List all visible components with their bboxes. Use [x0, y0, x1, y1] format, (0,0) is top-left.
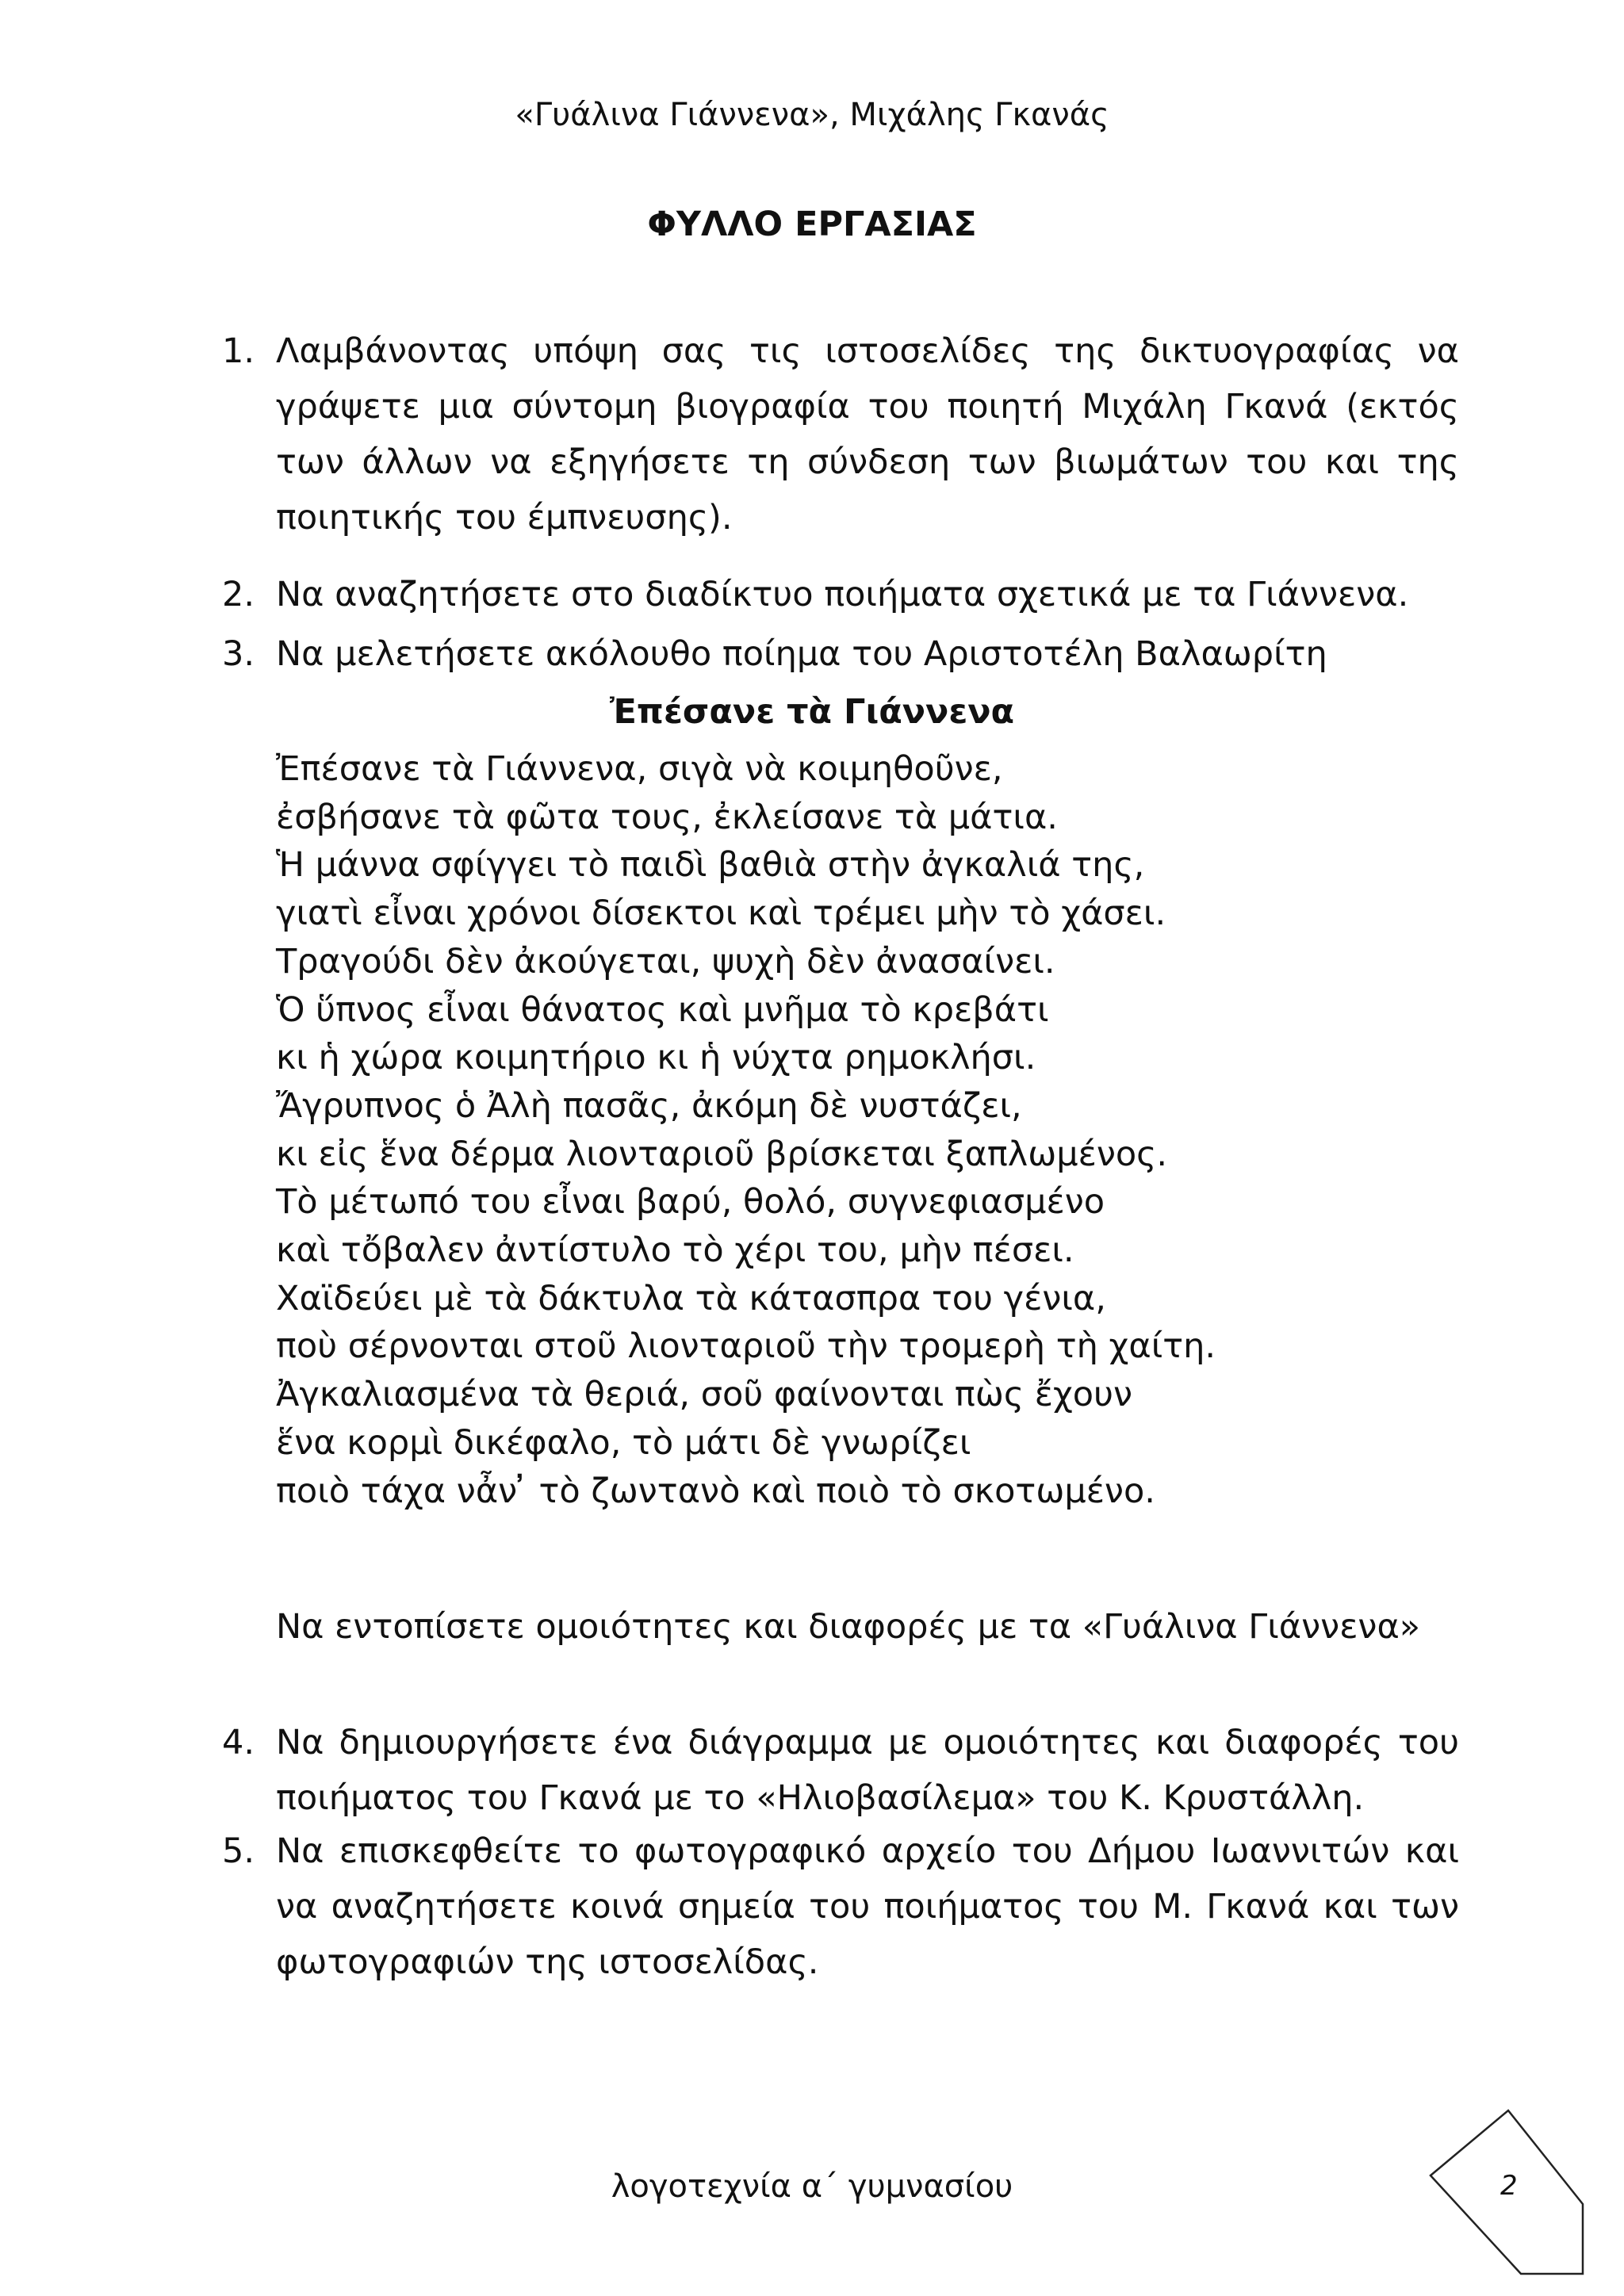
list-item-3: [222, 626, 1459, 682]
poem-line: Χαϊδεύει μὲ τὰ δάκτυλα τὰ κάτασπρα του γένια,: [276, 1278, 1106, 1318]
item-number: 5.: [222, 1831, 255, 1871]
item-text: Να αναζητήσετε στο διαδίκτυο ποιήματα σχετικά με τα Γιάννενα.: [276, 575, 1409, 614]
poem-title: Ἐπέσανε τὰ Γιάννενα: [609, 692, 1015, 732]
poem-line: ἐσβήσανε τὰ φῶτα τους, ἐκλείσανε τὰ μάτια.: [276, 797, 1058, 837]
poem-line: κι ἡ χώρα κοιμητήριο κι ἡ νύχτα ρημοκλήσι.: [276, 1038, 1036, 1078]
poem-line: Τὸ μέτωπό του εἶναι βαρύ, θολό, συγνεφιασμένο: [276, 1182, 1105, 1223]
poem-line: Ἄγρυπνος ὁ Ἀλὴ πασᾶς, ἀκόμη δὲ νυστάζει,: [276, 1085, 1022, 1126]
poem-line: Ἡ μάννα σφίγγει τὸ παιδὶ βαθιὰ στὴν ἀγκαλιά της,: [276, 845, 1145, 886]
list-item-2: [222, 567, 1459, 622]
item-text: Λαμβάνοντας υπόψη σας τις ιστοσελίδες της δικτυογραφίας να γράψετε μια σύντομη βιογραφία του ποιητή Μιχάλη Γκανά (εκτός των άλλων να εξηγήσετε τη σύνδεση των βιωμάτων του και της ποιητικής του έμπνευσης).: [276, 331, 1459, 538]
poem-line: ἕνα κορμὶ δικέφαλο, τὸ μάτι δὲ γνωρίζει: [276, 1422, 971, 1463]
poem-line: ποιὸ τάχα νἆν ̓ τὸ ζωντανὸ καὶ ποιὸ τὸ σκοτωμένο.: [276, 1471, 1155, 1511]
poem-line: Τραγούδι δὲν ἀκούγεται, ψυχὴ δὲν ἀνασαίνει.: [276, 941, 1055, 982]
poem-line: Ἐπέσανε τὰ Γιάννενα, σιγὰ νὰ κοιμηθοῦνε,: [276, 749, 1003, 789]
list-item-1: [222, 323, 1459, 545]
item-number: 2.: [222, 575, 255, 614]
poem-line: καὶ τὄβαλεν ἀντίστυλο τὸ χέρι του, μὴν πέσει.: [276, 1230, 1074, 1271]
footer: λογοτεχνία α΄ γυμνασίου: [611, 2168, 1013, 2205]
item-text: Να δημιουργήσετε ένα διάγραμμα με ομοιότητες και διαφορές του ποιήματος του Γκανά με το «Ηλιοβασίλεμα» του Κ. Κρυστάλλη.: [276, 1723, 1459, 1818]
poem-line: Ὁ ὕπνος εἶναι θάνατος καὶ μνῆμα τὸ κρεβάτι: [276, 989, 1049, 1030]
page-number: 2: [1500, 2170, 1518, 2202]
poem-line: κι εἰς ἕνα δέρμα λιονταριοῦ βρίσκεται ξαπλωμένος.: [276, 1134, 1168, 1174]
item-text: Να επισκεφθείτε το φωτογραφικό αρχείο του Δήμου Ιωαννιτών και να αναζητήσετε κοινά σημεία του ποιήματος του Μ. Γκανά και των φωτογραφιών της ιστοσελίδας.: [276, 1831, 1459, 1982]
poem-body: [276, 745, 1216, 1515]
item-number: 1.: [222, 331, 255, 371]
item-number: 3.: [222, 634, 255, 674]
item-number: 4.: [222, 1723, 255, 1762]
poem-line: Ἀγκαλιασμένα τὰ θεριά, σοῦ φαίνονται πὼς ἔχουν: [276, 1375, 1133, 1415]
poem-line: γιατὶ εἶναι χρόνοι δίσεκτοι καὶ τρέμει μὴν τὸ χάσει.: [276, 894, 1166, 934]
list-item-4: [222, 1715, 1459, 1826]
item-text: Να μελετήσετε ακόλουθο ποίημα του Αριστοτέλη Βαλαωρίτη: [276, 634, 1327, 674]
running-header: «Γυάλινα Γιάννενα», Μιχάλης Γκανάς: [515, 97, 1109, 133]
poem-question: Να εντοπίσετε ομοιότητες και διαφορές με τα «Γυάλινα Γιάννενα»: [276, 1607, 1421, 1647]
list-item-5: [222, 1823, 1459, 1990]
poem-line: ποὺ σέρνονται στοῦ λιονταριοῦ τὴν τρομερὴ τὴ χαίτη.: [276, 1326, 1216, 1367]
page-title: ΦΥΛΛΟ ΕΡΓΑΣΙΑΣ: [647, 205, 977, 244]
